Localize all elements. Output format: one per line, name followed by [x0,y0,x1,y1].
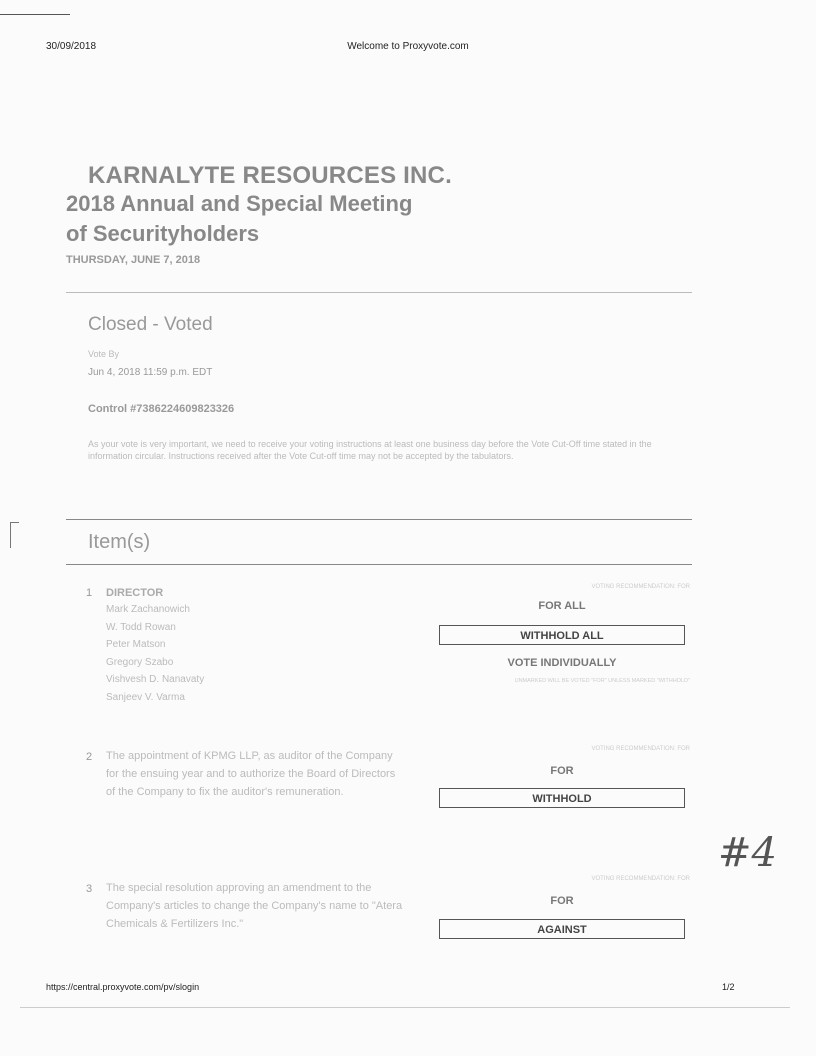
voting-recommendation: VOTING RECOMMENDATION: FOR [591,584,690,590]
items-heading: Item(s) [88,531,151,553]
item-title: DIRECTOR [106,587,164,599]
items-bottom-divider [66,564,692,565]
nominee-name: Sanjeev V. Varma [106,691,185,703]
company-name: KARNALYTE RESOURCES INC. [88,162,452,189]
nominee-name: Peter Matson [106,639,166,650]
nominee-name: Mark Zachanowich [106,604,190,615]
page-title: Welcome to Proxyvote.com [347,41,469,52]
top-edge-rule [0,14,70,15]
voting-recommendation: VOTING RECOMMENDATION: FOR [591,876,690,882]
section-divider [66,292,692,293]
item-description: The special resolution approving an amendment to the Company's articles to change the Company's name to "Atera Chemicals & Fertilizers Inc." [106,882,403,930]
nominee-name: W. Todd Rowan [106,621,176,633]
footer-url: https://central.proxyvote.com/pv/slogin [46,982,200,992]
option-against-selected[interactable]: AGAINST [439,919,685,939]
option-vote-individually[interactable]: VOTE INDIVIDUALLY [507,657,617,669]
scan-mark [10,522,19,548]
nominee-name: Gregory Szabo [106,656,174,668]
option-for[interactable]: FOR [550,895,574,907]
option-withhold-all-selected[interactable]: WITHHOLD ALL [439,625,685,645]
unmarked-note: UNMARKED WILL BE VOTED "FOR" UNLESS MARKED "WITHHOLD" [514,678,690,684]
item-number: 1 [86,587,93,599]
option-for-all[interactable]: FOR ALL [538,600,586,612]
voting-recommendation: VOTING RECOMMENDATION: FOR [591,746,690,752]
option-withhold-selected[interactable]: WITHHOLD [439,788,685,808]
vote-by-date: Jun 4, 2018 11:59 p.m. EDT [88,367,213,378]
item-number: 2 [86,751,93,763]
handwritten-mark: #4 [718,830,777,876]
nominee-list [106,601,204,706]
control-number: Control #7386224609823326 [88,403,235,415]
status-label: Closed - Voted [88,314,213,335]
meeting-title-line1: 2018 Annual and Special Meeting [66,191,413,216]
option-for[interactable]: FOR [550,765,574,777]
footer-divider [20,1007,790,1008]
vote-by-label: Vote By [88,349,120,359]
nominee-name: Vishvesh D. Nanavaty [106,674,205,685]
print-date: 30/09/2018 [46,41,97,52]
item-description: The appointment of KPMG LLP, as auditor of the Company for the ensuing year and to authorize the Board of Directors of the Company to fix the auditor's remuneration. [106,750,396,798]
item-number: 3 [86,883,93,895]
cutoff-notice: As your vote is very important, we need to receive your voting instructions at least one business day before the Vote Cut-Off time stated in the information circular. Instructions received after the Vote Cut-off time may not be accepted by the tabulators. [88,439,652,461]
page-number: 1/2 [722,982,735,992]
items-top-divider [66,519,692,520]
meeting-title-line2: of Securityholders [66,221,260,246]
meeting-date: THURSDAY, JUNE 7, 2018 [66,254,201,266]
